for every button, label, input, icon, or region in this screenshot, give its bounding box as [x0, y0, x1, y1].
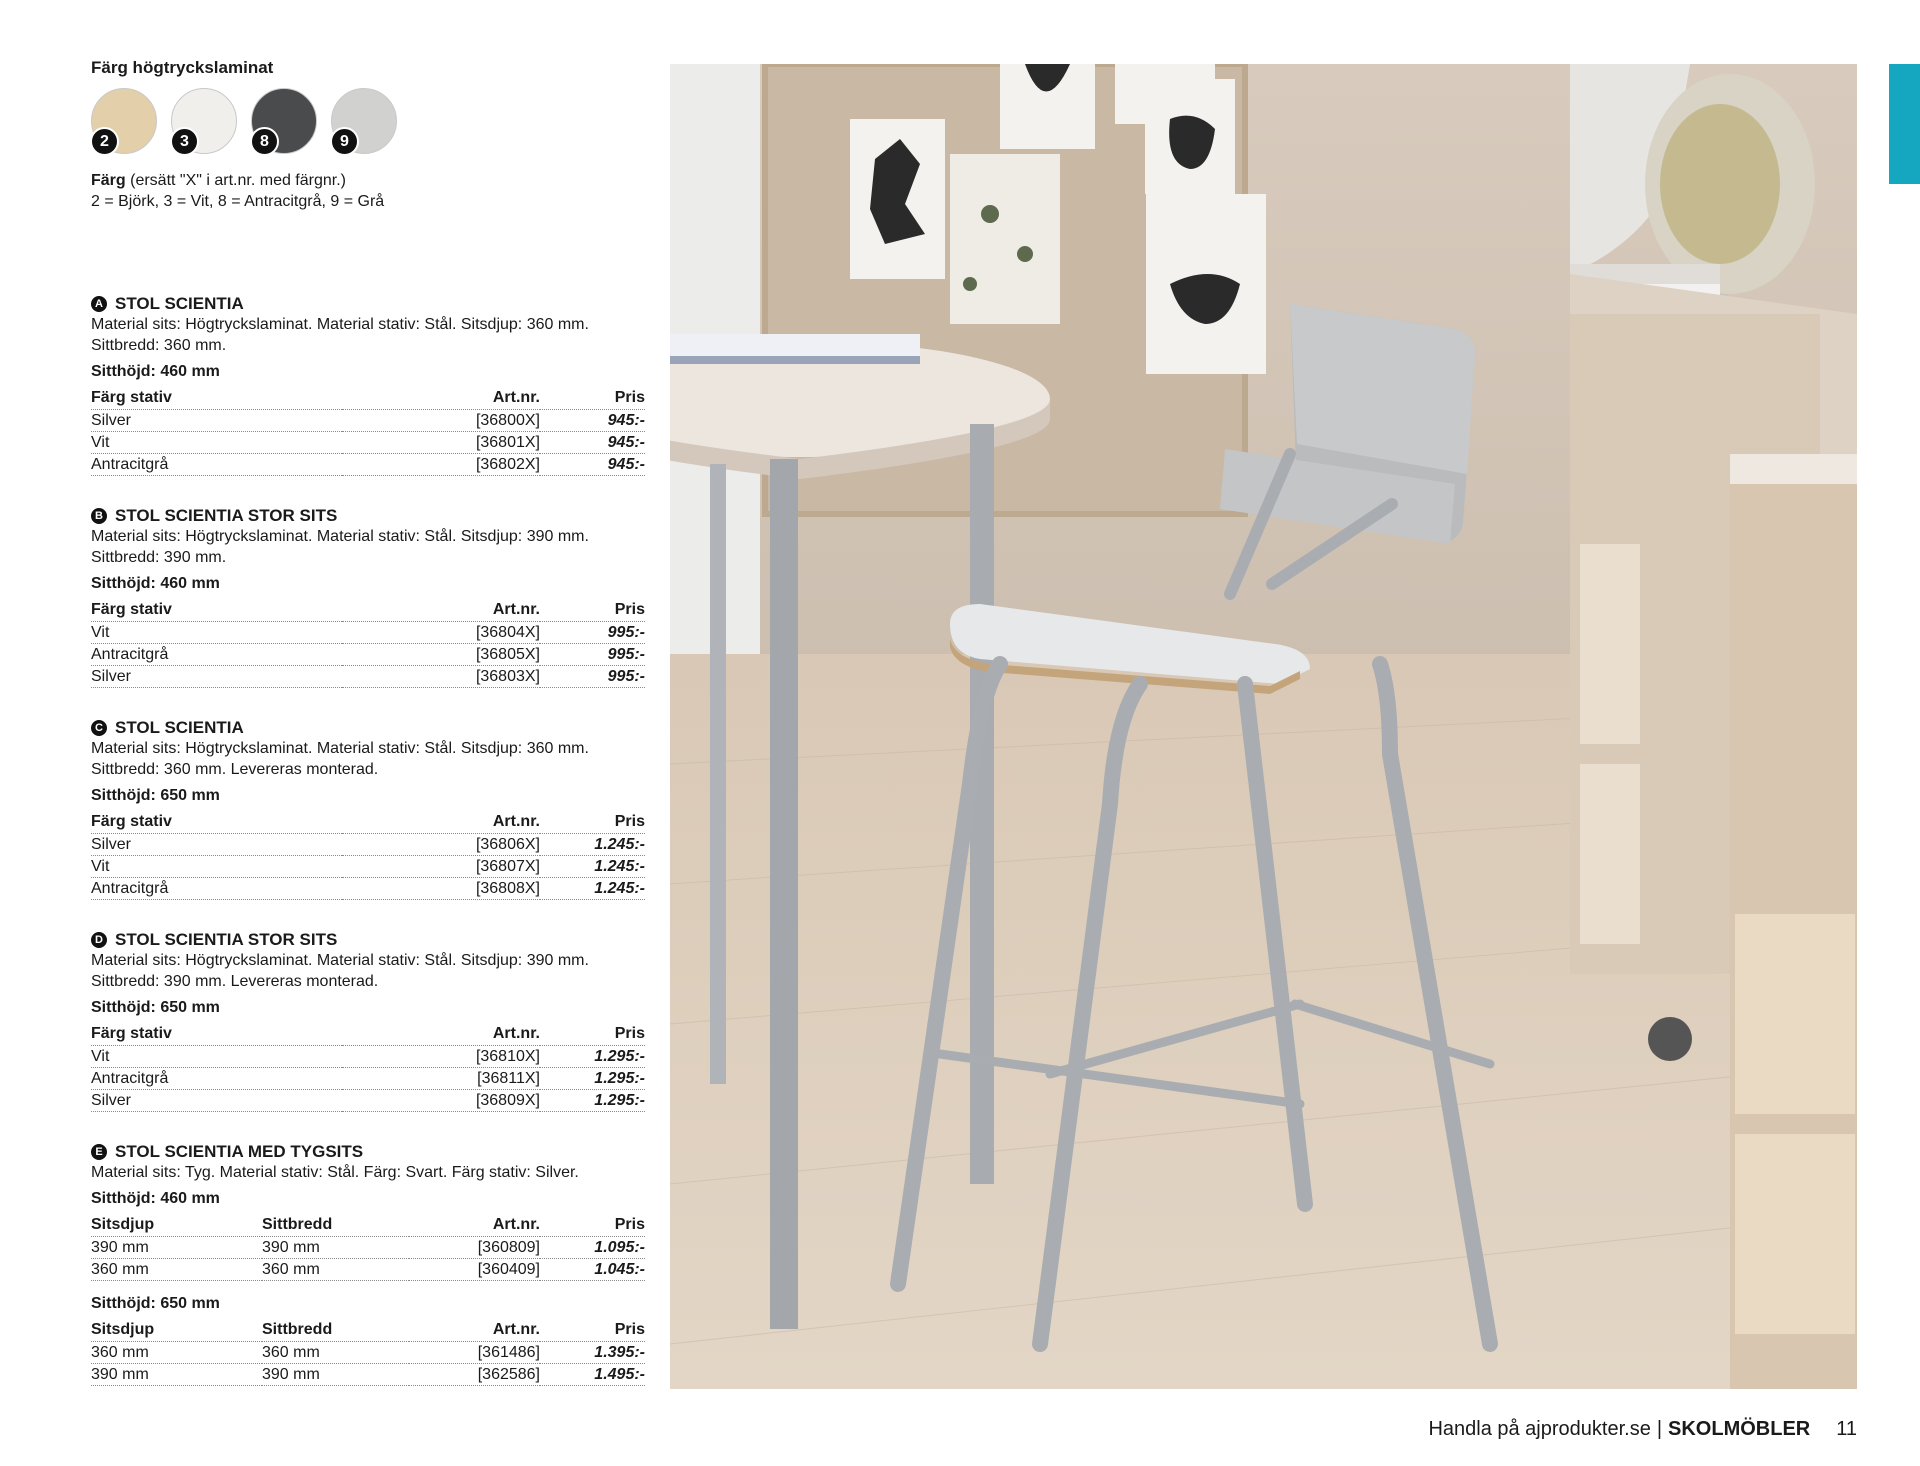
column-header: Pris: [614, 1216, 645, 1233]
swatch-grey: [331, 88, 397, 154]
table-row: [91, 454, 645, 476]
column-header: Sittbredd: [262, 1216, 333, 1233]
cell-color: Silver: [91, 834, 342, 856]
column-header: Art.nr.: [492, 813, 540, 830]
product-a: [91, 293, 645, 476]
letter-badge: D: [91, 932, 107, 948]
cell-artnr: [36803X]: [342, 666, 540, 688]
swatch-white: [171, 88, 237, 154]
cell-price: 1.295:-: [540, 1068, 645, 1090]
table-row: [91, 1237, 645, 1259]
color-options: [91, 58, 645, 212]
cell-price: 995:-: [540, 622, 645, 644]
product-description: Material sits: Högtryckslaminat. Material stativ: Stål. Sitsdjup: 390 mm.: [91, 528, 589, 545]
cell-color: Antracitgrå: [91, 878, 342, 900]
footer-separator: |: [1656, 1418, 1663, 1440]
column-header: Färg stativ: [91, 1025, 172, 1042]
cell-width: 360 mm: [262, 1342, 409, 1364]
swatch-number: 3: [170, 127, 199, 156]
price-table: [91, 1319, 645, 1386]
cell-artnr: [36800X]: [342, 410, 540, 432]
product-description: Sittbredd: 360 mm. Levereras monterad.: [91, 761, 379, 778]
column-header: Sitsdjup: [91, 1321, 155, 1338]
column-header: Pris: [614, 1025, 645, 1042]
swatch-anthracite: [251, 88, 317, 154]
cell-color: Vit: [91, 1046, 342, 1068]
cell-depth: 390 mm: [91, 1364, 262, 1386]
cell-depth: 390 mm: [91, 1237, 262, 1259]
seat-height: Sitthöjd: 650 mm: [91, 999, 220, 1016]
cell-width: 360 mm: [262, 1259, 409, 1281]
swatch-birch: [91, 88, 157, 154]
cell-artnr: [36807X]: [342, 856, 540, 878]
color-options-title: Färg högtryckslaminat: [91, 58, 274, 77]
seat-height: Sitthöjd: 460 mm: [91, 1190, 220, 1207]
cell-price: 995:-: [540, 644, 645, 666]
chair-scene-illustration: [670, 64, 1857, 1389]
table-row: [91, 878, 645, 900]
column-header: Pris: [614, 1321, 645, 1338]
color-note-legend: 2 = Björk, 3 = Vit, 8 = Antracitgrå, 9 = Grå: [91, 193, 385, 210]
color-note-text: (ersätt "X" i art.nr. med färgnr.): [125, 172, 346, 189]
cell-color: Silver: [91, 1090, 342, 1112]
product-d: [91, 929, 645, 1112]
cell-price: 1.495:-: [540, 1364, 645, 1386]
cell-artnr: [360809]: [409, 1237, 540, 1259]
seat-height: Sitthöjd: 650 mm: [91, 1295, 220, 1312]
cell-color: Silver: [91, 666, 342, 688]
letter-badge: E: [91, 1144, 107, 1160]
cell-price: 1.295:-: [540, 1046, 645, 1068]
product-description: Material sits: Tyg. Material stativ: Stål. Färg: Svart. Färg stativ: Silver.: [91, 1164, 579, 1181]
product-description: Material sits: Högtryckslaminat. Material stativ: Stål. Sitsdjup: 360 mm.: [91, 740, 589, 757]
column-header: Pris: [614, 389, 645, 406]
footer-section: SKOLMÖBLER: [1668, 1418, 1811, 1440]
cell-artnr: [360409]: [409, 1259, 540, 1281]
price-table: [91, 811, 645, 900]
section-accent-tab: [1889, 64, 1920, 184]
cell-artnr: [361486]: [409, 1342, 540, 1364]
product-description: Sittbredd: 360 mm.: [91, 337, 227, 354]
product-b: [91, 505, 645, 688]
price-table: [91, 387, 645, 476]
cell-price: 945:-: [540, 410, 645, 432]
cell-artnr: [36808X]: [342, 878, 540, 900]
cell-width: 390 mm: [262, 1237, 409, 1259]
cell-color: Vit: [91, 856, 342, 878]
table-row: [91, 856, 645, 878]
cell-price: 1.095:-: [540, 1237, 645, 1259]
product-title: STOL SCIENTIA STOR SITS: [115, 505, 338, 525]
cell-artnr: [36806X]: [342, 834, 540, 856]
product-c: [91, 717, 645, 900]
product-description: Sittbredd: 390 mm. Levereras monterad.: [91, 973, 379, 990]
cell-artnr: [36810X]: [342, 1046, 540, 1068]
table-row: [91, 622, 645, 644]
seat-height: Sitthöjd: 460 mm: [91, 363, 220, 380]
seat-height: Sitthöjd: 650 mm: [91, 787, 220, 804]
cell-price: 945:-: [540, 432, 645, 454]
cell-artnr: [36801X]: [342, 432, 540, 454]
table-row: [91, 1090, 645, 1112]
swatch-number: 2: [90, 127, 119, 156]
letter-badge: C: [91, 720, 107, 736]
column-header: Sitsdjup: [91, 1216, 155, 1233]
swatch-number: 8: [250, 127, 279, 156]
cell-depth: 360 mm: [91, 1259, 262, 1281]
cell-artnr: [36802X]: [342, 454, 540, 476]
column-header: Färg stativ: [91, 389, 172, 406]
letter-badge: B: [91, 508, 107, 524]
column-header: Art.nr.: [492, 1025, 540, 1042]
product-title: STOL SCIENTIA MED TYGSITS: [115, 1141, 364, 1161]
cell-price: 995:-: [540, 666, 645, 688]
table-row: [91, 666, 645, 688]
table-row: [91, 410, 645, 432]
product-title: STOL SCIENTIA: [115, 293, 244, 313]
column-header: Pris: [614, 601, 645, 618]
column-header: Sittbredd: [262, 1321, 333, 1338]
cell-price: 1.395:-: [540, 1342, 645, 1364]
cell-color: Vit: [91, 432, 342, 454]
swatch-number: 9: [330, 127, 359, 156]
cell-price: 1.295:-: [540, 1090, 645, 1112]
letter-badge: A: [91, 296, 107, 312]
table-row: [91, 1068, 645, 1090]
price-table: [91, 599, 645, 688]
cell-price: 1.245:-: [540, 856, 645, 878]
product-title: STOL SCIENTIA STOR SITS: [115, 929, 338, 949]
table-row: [91, 834, 645, 856]
cell-color: Antracitgrå: [91, 644, 342, 666]
cell-price: 1.245:-: [540, 878, 645, 900]
product-title: STOL SCIENTIA: [115, 717, 244, 737]
cell-depth: 360 mm: [91, 1342, 262, 1364]
cell-width: 390 mm: [262, 1364, 409, 1386]
table-row: [91, 644, 645, 666]
cell-price: 1.045:-: [540, 1259, 645, 1281]
column-header: Pris: [614, 813, 645, 830]
column-header: Art.nr.: [492, 1216, 540, 1233]
page-footer: [1428, 1418, 1857, 1441]
table-row: [91, 432, 645, 454]
cell-artnr: [362586]: [409, 1364, 540, 1386]
product-photo: [670, 64, 1857, 1389]
color-note: [91, 170, 645, 212]
cell-price: 1.245:-: [540, 834, 645, 856]
table-row: [91, 1364, 645, 1386]
cell-artnr: [36811X]: [342, 1068, 540, 1090]
product-e: [91, 1141, 645, 1386]
column-header: Art.nr.: [492, 389, 540, 406]
product-description: Material sits: Högtryckslaminat. Material stativ: Stål. Sitsdjup: 390 mm.: [91, 952, 589, 969]
table-row: [91, 1046, 645, 1068]
column-header: Färg stativ: [91, 813, 172, 830]
price-table: [91, 1023, 645, 1112]
footer-site: Handla på ajprodukter.se: [1428, 1418, 1651, 1440]
cell-price: 945:-: [540, 454, 645, 476]
cell-artnr: [36805X]: [342, 644, 540, 666]
price-table: [91, 1214, 645, 1281]
product-description: Sittbredd: 390 mm.: [91, 549, 227, 566]
swatch-row: [91, 88, 645, 156]
page-number: 11: [1836, 1418, 1857, 1440]
cell-artnr: [36809X]: [342, 1090, 540, 1112]
cell-artnr: [36804X]: [342, 622, 540, 644]
cell-color: Antracitgrå: [91, 1068, 342, 1090]
seat-height: Sitthöjd: 460 mm: [91, 575, 220, 592]
cell-color: Antracitgrå: [91, 454, 342, 476]
cell-color: Vit: [91, 622, 342, 644]
product-description: Material sits: Högtryckslaminat. Material stativ: Stål. Sitsdjup: 360 mm.: [91, 316, 589, 333]
column-header: Art.nr.: [492, 601, 540, 618]
color-note-label: Färg: [91, 172, 126, 189]
column-header: Art.nr.: [492, 1321, 540, 1338]
column-header: Färg stativ: [91, 601, 172, 618]
cell-color: Silver: [91, 410, 342, 432]
table-row: [91, 1342, 645, 1364]
table-row: [91, 1259, 645, 1281]
